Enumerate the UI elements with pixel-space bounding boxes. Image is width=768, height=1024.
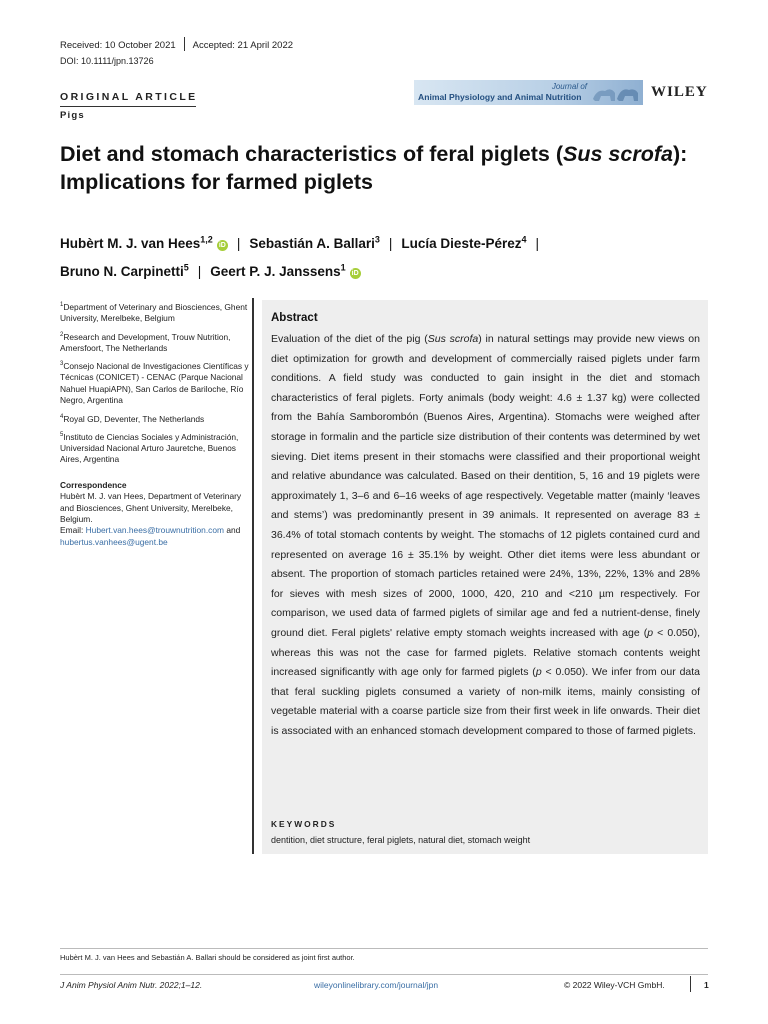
affiliation: $^1$Department of Veterinary and Biosciences, Ghent University, Merelbeke, Belgium: [60, 301, 248, 324]
affiliation: $^5$Instituto de Ciencias Sociales y Administración, Universidad Nacional Arturo Jauretche, Buenos Aires, Argentina: [60, 431, 239, 465]
email-link[interactable]: hubertus.vanhees@ugent.be: [60, 536, 168, 547]
footer-separator: [690, 976, 691, 992]
author[interactable]: Lucía Dieste-Pérez$^4$: [401, 234, 527, 251]
orcid-icon[interactable]: iD: [218, 241, 226, 249]
journal-logo[interactable]: [414, 80, 643, 105]
correspondence-heading: Correspondence: [60, 479, 127, 490]
affiliation: $^4$Royal GD, Deventer, The Netherlands: [60, 413, 205, 424]
doi[interactable]: DOI: 10.1111/jpn.13726: [60, 56, 154, 66]
abstract-text: Evaluation of the diet of the pig (Sus scrofa) in natural settings may provide new views on diet optimization for growth and development of commercially raised piglets under farm conditions. A field study was conducted to gain insight in the diet and stomach characteristics of feral piglets. Forty animals (body weight: 4.6 ± 1.37 kg) were collected from the Bahía Samborombón (Buenos Aires, Argentina). Stomachs were weighed after storage in formalin and the particle size distribution of their contents was determined by wet sieving. Diet items present in their stomachs were classified and their proportional weight and relative abundance was calculated. Based on their dentition, 5, 16 and 19 piglets were approximately 1, 3–6 and 6–16 weeks of age respectively. Vegetable matter (mainly ‘leaves and stems’) was predominantly present in 39 animals. It represented on average 83 ± 36.4% of total stomach contents by weight. The stomachs of 12 piglets contained curd and represented on average 16 ± 35.1% by weight. Other diet items were less abundant or absent. The proportion of stomach particles retained were 24%, 13%, 22%, 13% and 28% for sieves with mesh sizes of 2000, 1000, 420, 210 and <210 µm respectively. For comparison, we used data of farmed piglets of similar age and fed a nutrient-dense, finely ground diet. Feral piglets' relative empty stomach weights increased with age (p < 0.050), whereas this was not the case for farmed piglets. Relative stomach contents weight increased significantly with age only for farmed piglets (p < 0.050). We infer from our data that feral suckling piglets consumed a variety of non-milk items, mainly consisting of vegetable material with a coarse particle size from their first week in life onwards. Their diet is associated with an enhanced stomach development compared to those of farmed piglets.: [271, 333, 701, 737]
accepted-date: Accepted: 21 April 2022: [192, 40, 294, 51]
affiliation: $^2$Research and Development, Trouw Nutrition, Amersfoort, The Netherlands: [60, 331, 231, 353]
title-text: Diet and stomach characteristics of feral piglets (: [60, 142, 564, 166]
keywords-text: dentition, diet structure, feral piglets, natural diet, stomach weight: [271, 835, 531, 845]
footnote-divider: [60, 948, 708, 949]
footer-link[interactable]: wileyonlinelibrary.com/journal/jpn: [314, 980, 439, 990]
article-dates: [60, 37, 293, 51]
received-date: Received: 10 October 2021: [60, 40, 176, 51]
footer-copyright: © 2022 Wiley-VCH GmbH.: [564, 980, 665, 990]
author[interactable]: Bruno N. Carpinetti$^5$: [60, 262, 189, 279]
footnote: Hubèrt M. J. van Hees and Sebastián A. Ballari should be considered as joint first author.: [60, 953, 355, 962]
article-title: [60, 140, 720, 196]
divider: [60, 106, 196, 107]
email-link[interactable]: Hubert.van.hees@trouwnutrition.com: [85, 525, 224, 536]
affiliations: [60, 300, 250, 548]
correspondence-text: Hubèrt M. J. van Hees, Department of Veterinary and Biosciences, Ghent University, Merelbeke, Belgium.: [60, 491, 242, 525]
publisher-logo[interactable]: WILEY: [651, 84, 708, 100]
footer-divider: [60, 974, 708, 975]
abstract-heading: Abstract: [271, 312, 318, 324]
author-separator: |: [388, 235, 393, 251]
title-text-end: ): Implications for farmed piglets: [60, 142, 688, 194]
section-label: Pigs: [60, 110, 85, 121]
article-type: ORIGINAL ARTICLE: [60, 91, 198, 103]
title-species: Sus scrofa: [563, 142, 673, 166]
affiliation: $^3$Consejo Nacional de Investigaciones Científicas y Técnicas (CONICET) - CENAC (Parque Nacional Nahuel HuapiAPN), San Carlos de Bariloche, Río Negro, Argentina: [60, 361, 249, 406]
author-separator: |: [535, 235, 540, 251]
author-separator: |: [197, 264, 202, 279]
author[interactable]: Geert P. J. Janssens$^1$: [210, 262, 346, 279]
journal-logo-line1: Journal of: [551, 82, 587, 91]
author[interactable]: Hubèrt M. J. van Hees$^{1,2}$: [60, 234, 213, 251]
correspondence-email: Email: Hubert.van.hees@trouwnutrition.com and hubertus.vanhees@ugent.be: [60, 525, 241, 547]
author[interactable]: Sebastián A. Ballari$^3$: [249, 234, 380, 251]
animals-icon: [589, 81, 641, 104]
footer-journal: J Anim Physiol Anim Nutr. 2022;1–12.: [60, 980, 203, 990]
abstract-divider: [252, 298, 254, 854]
orcid-icon[interactable]: iD: [351, 270, 359, 277]
page-number: 1: [704, 980, 709, 990]
journal-logo-line2: Animal Physiology and Animal Nutrition: [418, 92, 582, 102]
date-separator: [184, 37, 185, 51]
author-list: [60, 227, 720, 284]
author-separator: |: [236, 235, 241, 251]
keywords-heading: KEYWORDS: [271, 819, 337, 829]
